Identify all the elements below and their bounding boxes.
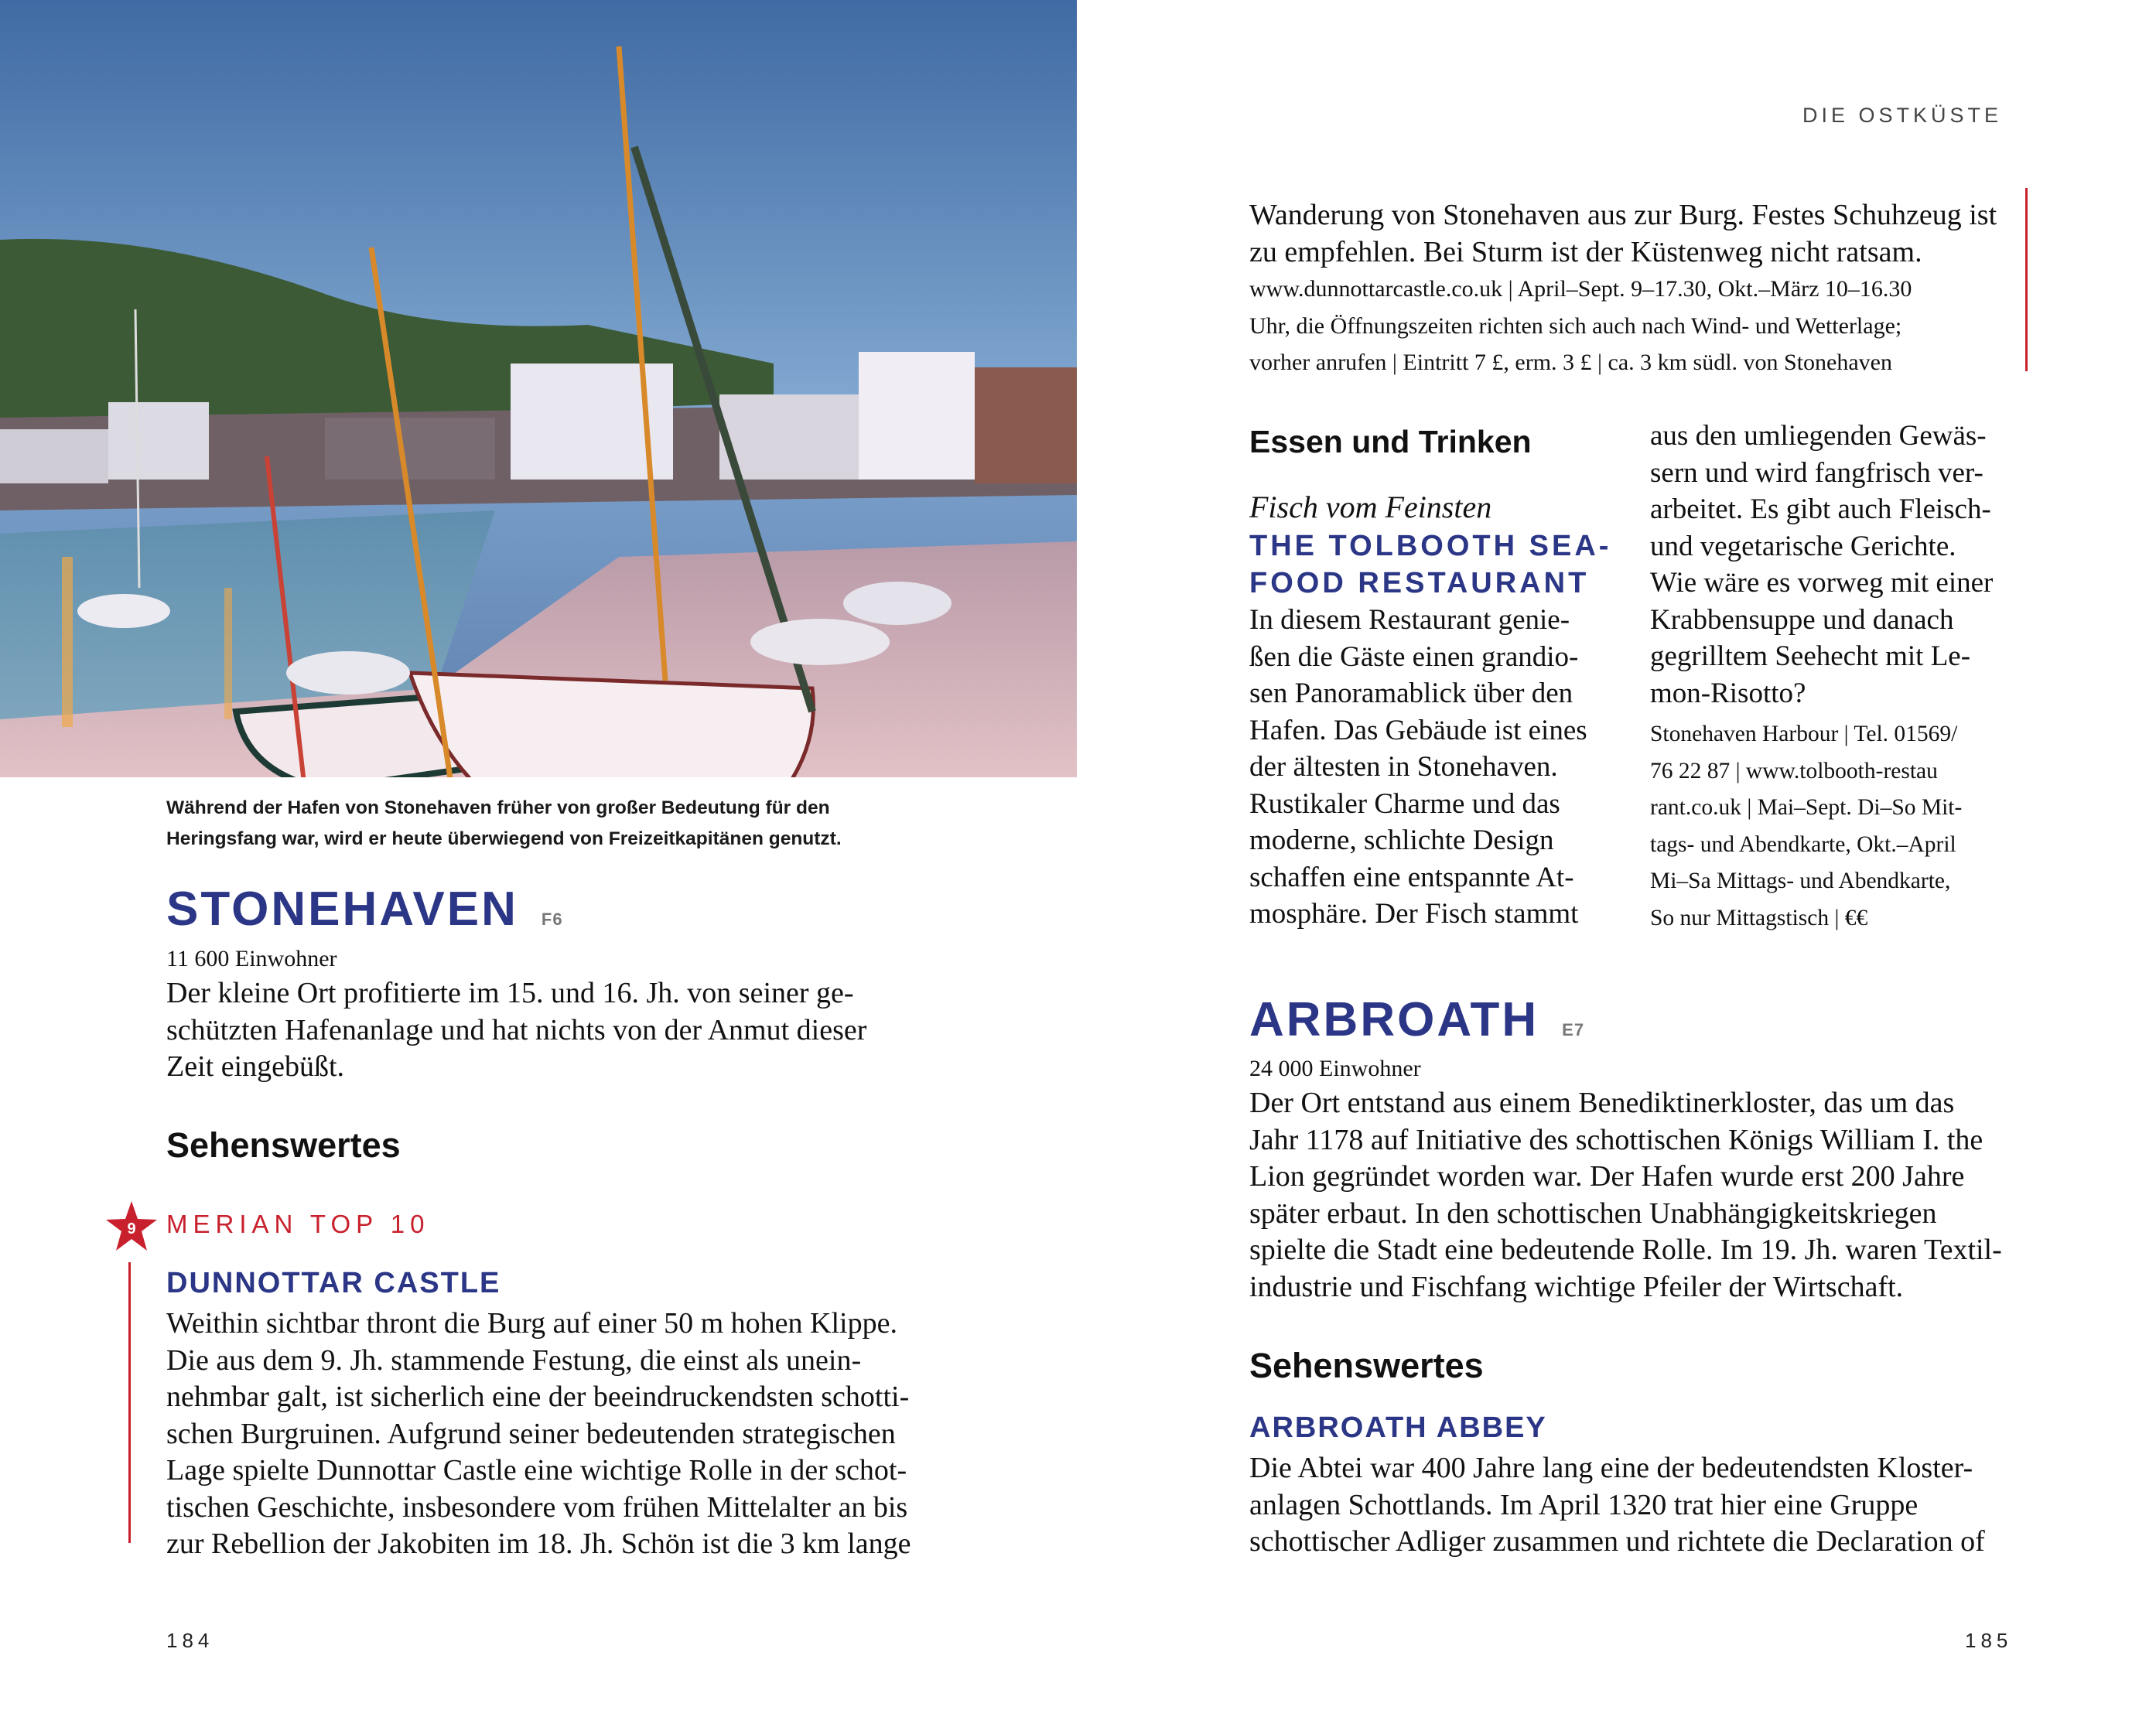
sight-title-dunnottar: DUNNOTTAR CASTLE (166, 1267, 501, 1299)
caption-line-2: Heringsfang war, wird er heute überwiegend von Freizeitkapitänen genutzt. (166, 828, 842, 849)
merian-top10-star-icon (106, 1201, 157, 1251)
sights-heading-arbroath: Sehenswertes (1249, 1346, 1484, 1385)
text-line: Lage spielte Dunnottar Castle eine wichtige Rolle in der schot- (166, 1454, 907, 1487)
text-line: Lion gegründet worden war. Der Hafen wurde erst 200 Jahre (1249, 1160, 1965, 1193)
text-line: In diesem Restaurant genie- (1249, 604, 1570, 636)
text-line: Hafen. Das Gebäude ist eines (1249, 714, 1587, 746)
info-line: So nur Mittagstisch | €€ (1650, 905, 1868, 930)
running-head: DIE OSTKÜSTE (1802, 104, 2003, 127)
text-line: sen Panoramablick über den (1249, 678, 1573, 709)
info-line: Mi–Sa Mittags- und Abendkarte, (1650, 869, 1951, 893)
text-line: Krabbensuppe und danach (1650, 603, 1954, 636)
harbour-photo (0, 0, 1077, 777)
grid-ref-stonehaven: F6 (541, 910, 563, 929)
food-tagline: Fisch vom Feinsten (1249, 490, 1492, 524)
dunnottar-info (1249, 271, 2011, 381)
text-line: schaffen eine entspannte At- (1249, 861, 1574, 893)
text-line: mosphäre. Der Fisch stammt (1249, 898, 1579, 930)
merian-top10-label: MERIAN TOP 10 (166, 1210, 430, 1238)
stonehaven-harbour-image (0, 0, 1077, 777)
stonehaven-intro (166, 975, 932, 1086)
restaurant-name (1249, 527, 1611, 602)
page-number-left: 184 (166, 1629, 214, 1652)
text-line: der ältesten in Stonehaven. (1249, 751, 1558, 783)
text-line: Die aus dem 9. Jh. stammende Festung, die einst als unein- (166, 1343, 862, 1377)
text-line: Wie wäre es vorweg mit einer (1650, 567, 1994, 599)
text-line: aus den umliegenden Gewäs- (1650, 420, 1987, 452)
place-title-stonehaven: STONEHAVEN (166, 882, 518, 936)
arbroath-abbey-text (1249, 1450, 2011, 1561)
sight-title-arbroath-abbey: ARBROATH ABBEY (1249, 1411, 1547, 1444)
text-line: Rustikaler Charme und das (1249, 787, 1560, 820)
text-line: schen Burgruinen. Aufgrund seiner bedeutenden strategischen (166, 1417, 896, 1450)
text-line: arbeitet. Es gibt auch Fleisch- (1650, 493, 1991, 525)
text-line: schottischer Adliger zusammen und richtete die Declaration of (1249, 1525, 1985, 1558)
text-line: ßen die Gäste einen grandio- (1249, 640, 1579, 673)
text-line: nehmbar galt, ist sicherlich eine der beeindruckendsten schotti- (166, 1381, 910, 1413)
text-line: sern und wird fangfrisch ver- (1650, 456, 1983, 489)
top10-rule-right (2025, 188, 2028, 371)
dunnottar-text-continued (1249, 197, 2011, 271)
info-line: 76 22 87 | www.tolbooth-restau (1650, 758, 1938, 783)
sights-heading-stonehaven: Sehenswertes (166, 1125, 401, 1165)
restaurant-name-line: FOOD RESTAURANT (1249, 567, 1590, 599)
text-line: und vegetarische Gerichte. (1650, 530, 1956, 562)
text-line: Wanderung von Stonehaven aus zur Burg. Festes Schuhzeug ist (1249, 199, 1997, 231)
info-line: vorher anrufen | Eintritt 7 £, erm. 3 £ | ca. 3 km südl. von Stonehaven (1249, 350, 1892, 375)
photo-caption (166, 793, 940, 855)
dunnottar-text (166, 1306, 932, 1563)
top10-rule-left (128, 1262, 131, 1543)
page-number-right: 185 (1965, 1629, 2013, 1652)
restaurant-name-line: THE TOLBOOTH SEA- (1249, 530, 1612, 562)
text-line: mon-Risotto? (1650, 677, 1806, 709)
food-heading: Essen und Trinken (1249, 424, 1532, 459)
text-line: Der Ort entstand aus einem Benediktinerkloster, das um das (1249, 1087, 1955, 1119)
arbroath-heading (1249, 992, 2011, 1047)
info-line: Uhr, die Öffnungszeiten richten sich auch nach Wind- und Wetterlage; (1249, 312, 1902, 339)
text-line: schützten Hafenanlage und hat nichts von der Anmut dieser (166, 1013, 867, 1046)
stonehaven-heading (166, 882, 932, 937)
text-line: moderne, schlichte Design (1249, 824, 1554, 856)
info-line: www.dunnottarcastle.co.uk | April–Sept. 9–17.30, Okt.–März 10–16.30 (1249, 276, 1912, 302)
info-line: Stonehaven Harbour | Tel. 01569/ (1650, 722, 1958, 746)
text-line: Zeit eingebüßt. (166, 1050, 345, 1083)
restaurant-text-col1 (1249, 602, 1613, 933)
info-line: tags- und Abendkarte, Okt.–April (1650, 831, 1956, 857)
text-line: Weithin sichtbar thront die Burg auf einer 50 m hohen Klippe. (166, 1307, 897, 1340)
svg-text:9: 9 (127, 1220, 136, 1237)
grid-ref-arbroath: E7 (1562, 1020, 1585, 1039)
text-line: tischen Geschichte, insbesondere vom frühen Mittelalter an bis (166, 1490, 908, 1524)
text-line: industrie und Fischfang wichtige Pfeiler der Wirtschaft. (1249, 1270, 1904, 1303)
text-line: zu empfehlen. Bei Sturm ist der Küstenweg nicht ratsam. (1249, 235, 1922, 268)
caption-line-1: Während der Hafen von Stonehaven früher von großer Bedeutung für den (166, 797, 830, 818)
text-line: spielte die Stadt eine bedeutende Rolle. Im 19. Jh. waren Textil- (1249, 1234, 2002, 1266)
text-line: anlagen Schottlands. Im April 1320 trat hier eine Gruppe (1249, 1488, 1919, 1521)
text-line: gegrilltem Seehecht mit Le- (1650, 640, 1971, 672)
text-line: Der kleine Ort profitierte im 15. und 16. Jh. von seiner ge- (166, 977, 854, 1009)
restaurant-text-col2 (1650, 418, 2014, 712)
arbroath-intro (1249, 1085, 2011, 1306)
arbroath-population: 24 000 Einwohner (1249, 1056, 1421, 1081)
info-line: rant.co.uk | Mai–Sept. Di–So Mit- (1650, 795, 1963, 820)
text-line: Jahr 1178 auf Initiative des schottischen Königs William I. the (1249, 1123, 1983, 1156)
place-title-arbroath: ARBROATH (1249, 993, 1539, 1046)
restaurant-info (1650, 716, 2014, 937)
stonehaven-population: 11 600 Einwohner (166, 946, 337, 971)
text-line: Die Abtei war 400 Jahre lang eine der bedeutendsten Kloster- (1249, 1452, 1973, 1484)
text-line: zur Rebellion der Jakobiten im 18. Jh. Schön ist die 3 km lange (166, 1528, 911, 1560)
text-line: später erbaut. In den schottischen Unabhängigkeitskriegen (1249, 1196, 1937, 1230)
